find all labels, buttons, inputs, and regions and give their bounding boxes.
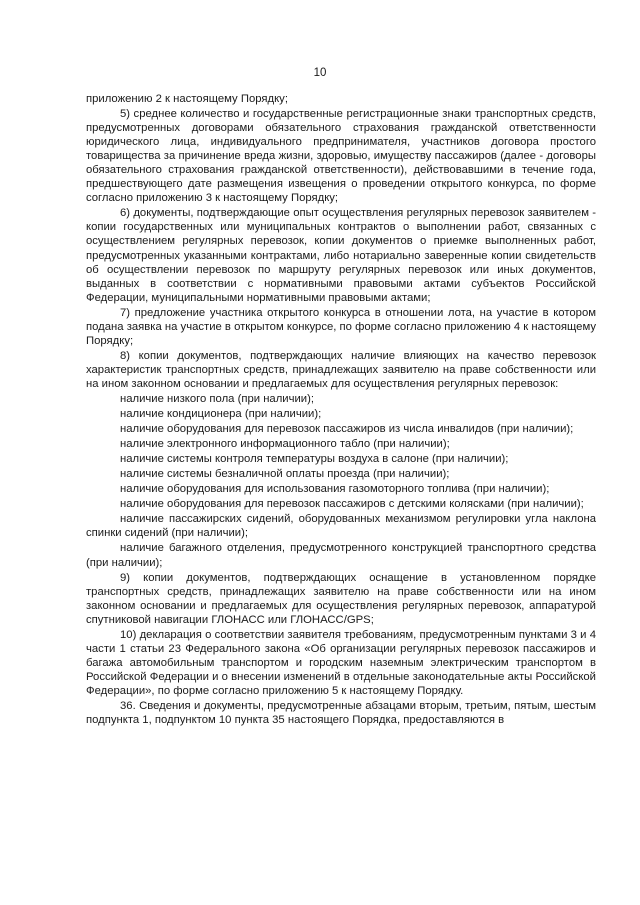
paragraph-36: 36. Сведения и документы, предусмотренные абзацами вторым, третьим, пятым, шестым подпункта 1, подпунктом 10 пункта 35 настоящего Порядка, предоставляются в [86, 699, 596, 727]
list-item-cashless-payment: наличие системы безналичной оплаты проезда (при наличии); [120, 468, 450, 481]
list-item-low-floor: наличие низкого пола (при наличии); [120, 392, 315, 405]
list-item-air-conditioner: наличие кондиционера (при наличии); [120, 408, 322, 421]
paragraph-item-6: 6) документы, подтверждающие опыт осуществления регулярных перевозок заявителем - копии государственных или муниципальных контрактов о выполнении работ, связанных с осуществлением регулярных перевозок, копии документов о приемке выполненных работ, предусмотренных указанными контрактами, либо нотариально заверенные копии свидетельств об осуществлении перевозок по маршруту регулярных перевозок или иных документов, выданных в соответствии с нормативными правовыми актами субъектов Российской Федерации, муниципальными нормативными правовыми актами; [86, 207, 596, 304]
paragraph-item-10: 10) декларация о соответствии заявителя требованиям, предусмотренным пунктами 3 и 4 части 1 статьи 23 Федерального закона «Об организации регулярных перевозок пассажиров и багажа автомобильным транспортом и городским наземным электрическим транспортом в Российской Федерации и о внесении изменений в отдельные законодательные акты Российской Федерации», по форме согласно приложению 5 к настоящему Порядку. [86, 628, 596, 697]
list-item-disabled-equipment: наличие оборудования для перевозок пассажиров из числа инвалидов (при наличии); [120, 423, 574, 436]
list-item-gas-fuel: наличие оборудования для использования газомоторного топлива (при наличии); [120, 483, 550, 496]
list-item-adjustable-seats: наличие пассажирских сидений, оборудованных механизмом регулировки угла наклона спинки сидений (при наличии); [86, 513, 596, 540]
document-body [86, 92, 596, 728]
paragraph-item-9: 9) копии документов, подтверждающих оснащение в установленном порядке транспортных средств, принадлежащих заявителю на праве собственности или на ином законном основании и предлагаемых для осуществления регулярных перевозок, аппаратурой спутниковой навигации ГЛОНАСС или ГЛОНАСС/GPS; [86, 571, 596, 626]
paragraph-item-8: 8) копии документов, подтверждающих наличие влияющих на качество перевозок характеристик транспортных средств, принадлежащих заявителю на праве собственности или на ином законном основании и предлагаемых для осуществления регулярных перевозок: [86, 349, 596, 390]
paragraph-continuation: приложению 2 к настоящему Порядку; [86, 93, 288, 105]
list-item-temperature-control: наличие системы контроля температуры воздуха в салоне (при наличии); [120, 453, 509, 466]
list-item-luggage-compartment: наличие багажного отделения, предусмотренного конструкцией транспортного средства (при наличии); [86, 542, 596, 569]
list-item-info-display: наличие электронного информационного табло (при наличии); [120, 438, 450, 451]
page-number: 10 [313, 67, 327, 79]
list-item-stroller-equipment: наличие оборудования для перевозок пассажиров с детскими колясками (при наличии); [120, 498, 584, 511]
paragraph-item-5: 5) среднее количество и государственные регистрационные знаки транспортных средств, предусмотренных договорами обязательного страхования гражданской ответственности юридического лица, индивидуального предпринимателя, участников договора простого товарищества за причинение вреда жизни, здоровью, имуществу пассажиров (далее - договоры обязательного страхования гражданской ответственности), действовавшими в течение года, предшествующего дате размещения извещения о проведении открытого конкурса, по форме согласно приложению 3 к настоящему Порядку; [86, 108, 596, 205]
paragraph-item-7: 7) предложение участника открытого конкурса в отношении лота, на участие в котором подана заявка на участие в открытом конкурсе, по форме согласно приложению 4 к настоящему Порядку; [86, 306, 596, 347]
